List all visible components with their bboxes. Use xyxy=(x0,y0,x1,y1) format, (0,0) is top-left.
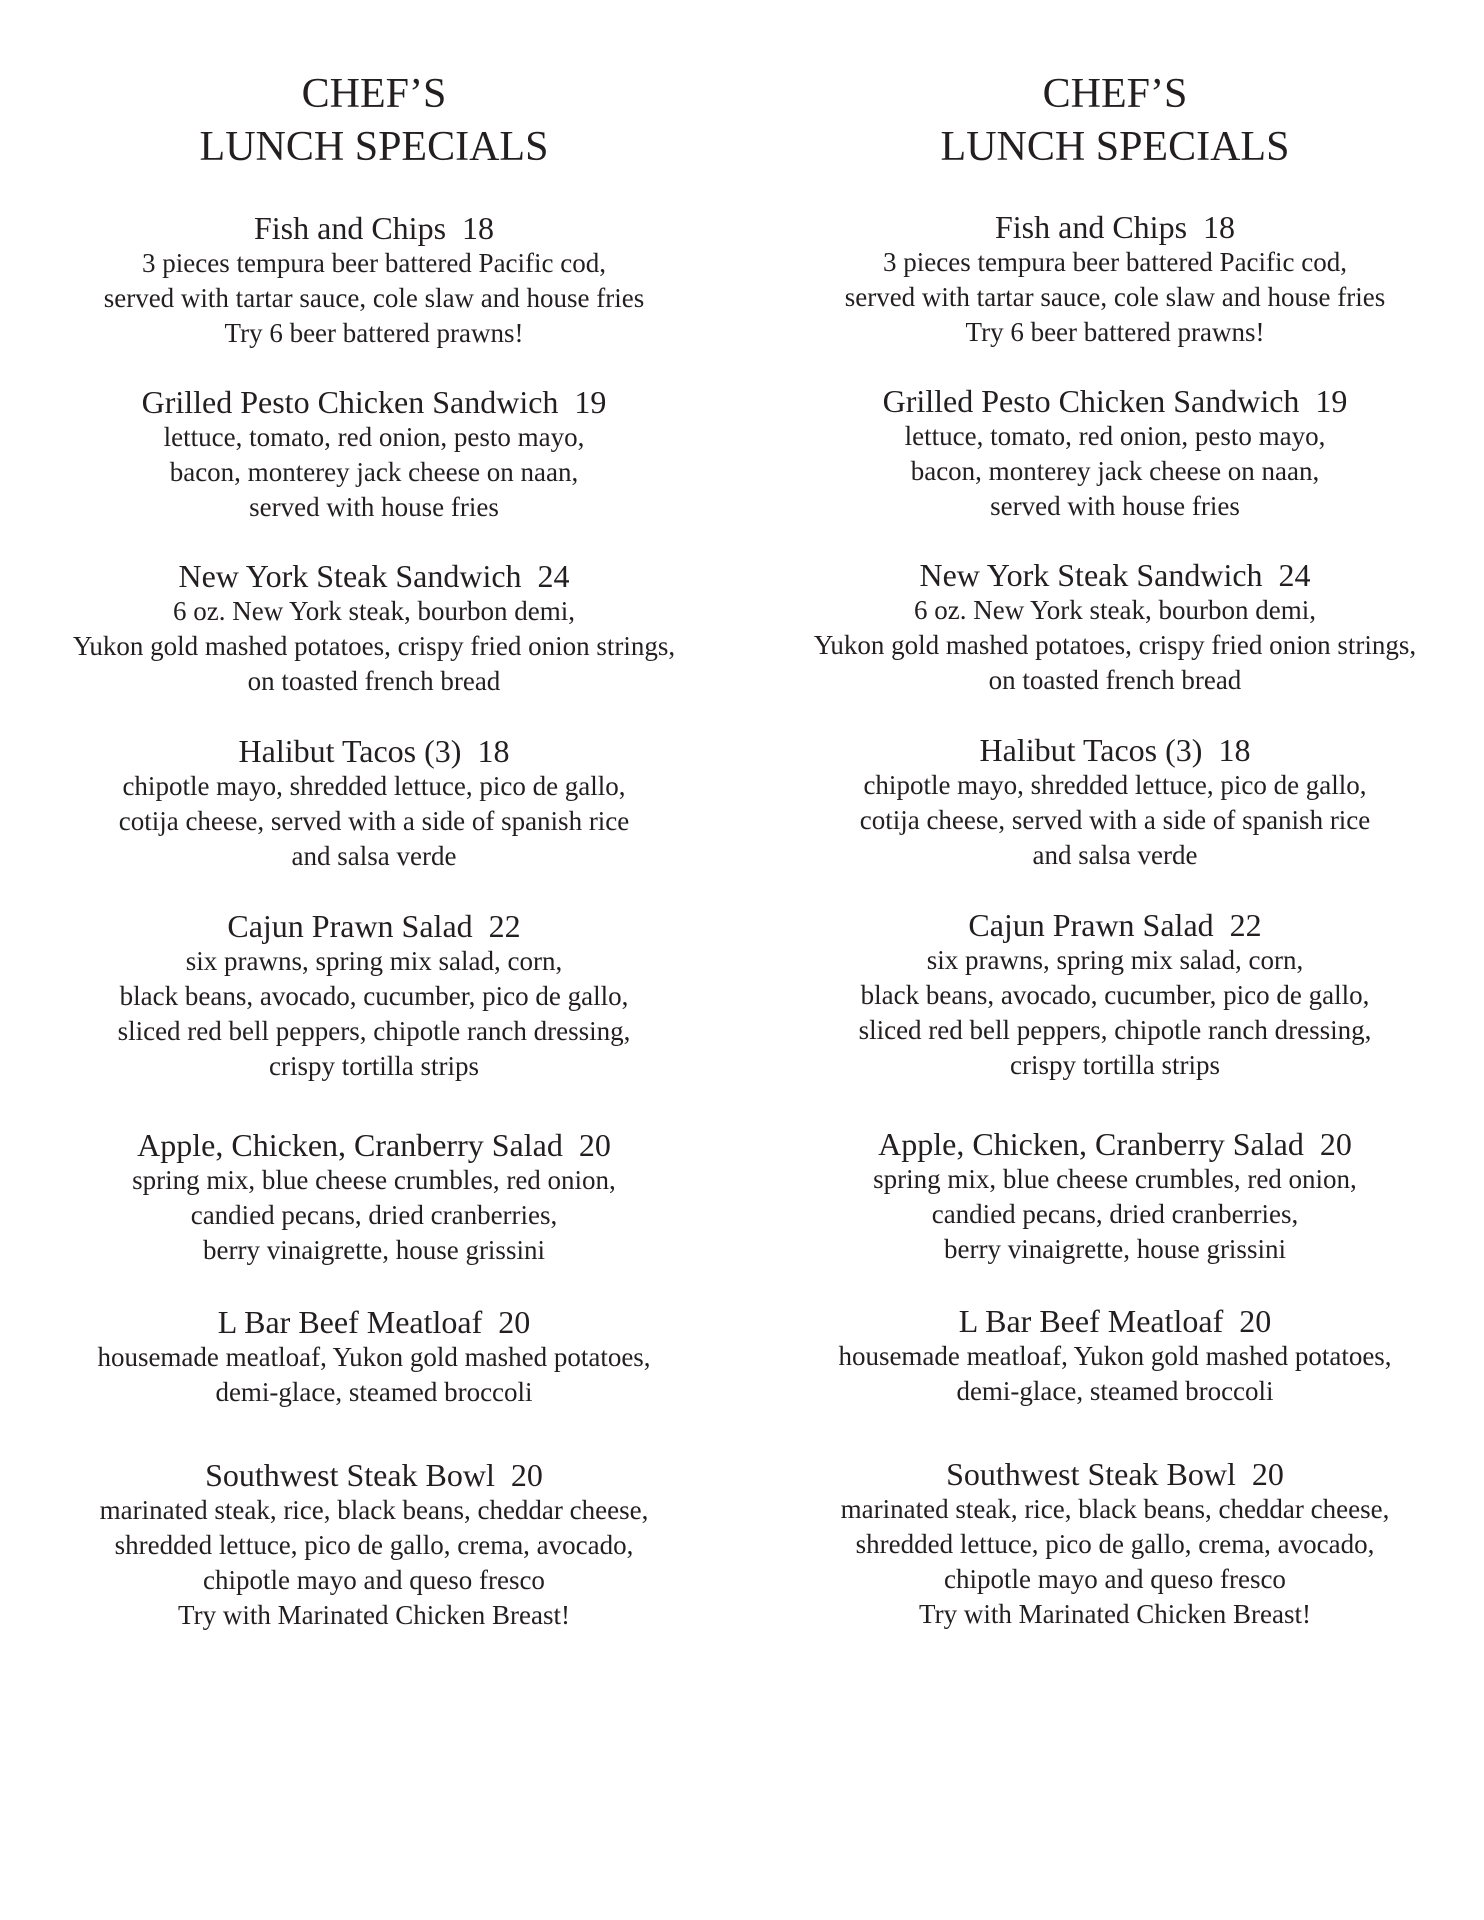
menu-item-description-line: lettuce, tomato, red onion, pesto mayo, xyxy=(163,422,585,452)
menu-item-grilled-pesto-chicken-sandwich xyxy=(744,383,1484,524)
menu-item-description-line: on toasted french bread xyxy=(247,666,501,696)
menu-item-description-line: on toasted french bread xyxy=(988,665,1242,695)
menu-item-description-line: served with tartar sauce, cole slaw and house fries xyxy=(103,283,645,313)
menu-item-name: New York Steak Sandwich 24 xyxy=(919,557,1311,593)
menu-item-description-line: served with house fries xyxy=(990,491,1240,521)
menu-item-description-line: marinated steak, rice, black beans, cheddar cheese, xyxy=(840,1494,1390,1524)
menu-item-description-line: marinated steak, rice, black beans, cheddar cheese, xyxy=(99,1495,649,1525)
menu-item-l-bar-beef-meatloaf xyxy=(3,1304,745,1410)
menu-item-description-line: Try 6 beer battered prawns! xyxy=(965,317,1265,347)
menu-item-description-line: housemade meatloaf, Yukon gold mashed potatoes, xyxy=(97,1342,651,1372)
menu-item-description-line: black beans, avocado, cucumber, pico de gallo, xyxy=(119,981,629,1011)
menu-item-description-line: housemade meatloaf, Yukon gold mashed potatoes, xyxy=(838,1341,1392,1371)
menu-item-description-line: shredded lettuce, pico de gallo, crema, avocado, xyxy=(114,1530,634,1560)
menu-item-southwest-steak-bowl xyxy=(3,1457,745,1633)
menu-title-line1: CHEF’S xyxy=(1042,71,1188,117)
menu-item-new-york-steak-sandwich xyxy=(744,557,1484,698)
menu-item-description-line: chipotle mayo, shredded lettuce, pico de gallo, xyxy=(863,770,1367,800)
menu-item-description-line: demi-glace, steamed broccoli xyxy=(956,1376,1274,1406)
menu-item-name: Cajun Prawn Salad 22 xyxy=(968,907,1262,943)
menu-item-cajun-prawn-salad xyxy=(3,908,745,1084)
menu-item-fish-and-chips xyxy=(744,209,1484,350)
menu-item-description-line: candied pecans, dried cranberries, xyxy=(190,1200,558,1230)
menu-item-apple-chicken-cranberry-salad xyxy=(744,1126,1484,1267)
menu-item-description-line: and salsa verde xyxy=(291,841,457,871)
menu-item-description-line: Try with Marinated Chicken Breast! xyxy=(178,1600,570,1630)
menu-item-name: Apple, Chicken, Cranberry Salad 20 xyxy=(137,1127,611,1163)
menu-item-name: Southwest Steak Bowl 20 xyxy=(946,1456,1284,1492)
menu-item-cajun-prawn-salad xyxy=(744,907,1484,1083)
menu-item-new-york-steak-sandwich xyxy=(3,558,745,699)
menu-item-description-line: shredded lettuce, pico de gallo, crema, avocado, xyxy=(855,1529,1375,1559)
menu-column-right xyxy=(744,68,1484,1629)
menu-item-grilled-pesto-chicken-sandwich xyxy=(3,384,745,525)
menu-item-description-line: demi-glace, steamed broccoli xyxy=(215,1377,533,1407)
menu-item-apple-chicken-cranberry-salad xyxy=(3,1127,745,1268)
menu-item-description-line: crispy tortilla strips xyxy=(269,1051,479,1081)
menu-item-description-line: 6 oz. New York steak, bourbon demi, xyxy=(173,596,575,626)
menu-item-description-line: Try with Marinated Chicken Breast! xyxy=(919,1599,1311,1629)
menu-item-name: New York Steak Sandwich 24 xyxy=(178,558,570,594)
menu-item-description-line: sliced red bell peppers, chipotle ranch dressing, xyxy=(858,1015,1372,1045)
menu-item-name: L Bar Beef Meatloaf 20 xyxy=(217,1304,531,1340)
menu-title-line1: CHEF’S xyxy=(301,71,447,117)
menu-item-description-line: Yukon gold mashed potatoes, crispy fried onion strings, xyxy=(813,630,1417,660)
menu-title xyxy=(3,68,745,174)
menu-item-description-line: cotija cheese, served with a side of spanish rice xyxy=(859,805,1371,835)
menu-item-halibut-tacos xyxy=(3,733,745,874)
menu-item-description-line: sliced red bell peppers, chipotle ranch dressing, xyxy=(117,1016,631,1046)
menu-item-description-line: Yukon gold mashed potatoes, crispy fried onion strings, xyxy=(72,631,676,661)
menu-item-description-line: chipotle mayo and queso fresco xyxy=(944,1564,1286,1594)
menu-title xyxy=(744,68,1484,174)
menu-item-name: L Bar Beef Meatloaf 20 xyxy=(958,1303,1272,1339)
menu-item-description-line: bacon, monterey jack cheese on naan, xyxy=(169,457,579,487)
menu-item-name: Apple, Chicken, Cranberry Salad 20 xyxy=(878,1126,1352,1162)
menu-item-name: Halibut Tacos (3) 18 xyxy=(979,732,1251,768)
menu-item-description-line: 6 oz. New York steak, bourbon demi, xyxy=(914,595,1316,625)
menu-item-description-line: berry vinaigrette, house grissini xyxy=(944,1234,1286,1264)
menu-item-name: Grilled Pesto Chicken Sandwich 19 xyxy=(882,383,1348,419)
menu-item-description-line: six prawns, spring mix salad, corn, xyxy=(185,946,563,976)
menu-item-description-line: bacon, monterey jack cheese on naan, xyxy=(910,456,1320,486)
menu-item-description-line: served with house fries xyxy=(249,492,499,522)
menu-item-description-line: six prawns, spring mix salad, corn, xyxy=(926,945,1304,975)
menu-item-description-line: berry vinaigrette, house grissini xyxy=(203,1235,545,1265)
menu-item-description-line: spring mix, blue cheese crumbles, red onion, xyxy=(132,1165,616,1195)
menu-item-description-line: black beans, avocado, cucumber, pico de gallo, xyxy=(860,980,1370,1010)
menu-item-description-line: crispy tortilla strips xyxy=(1010,1050,1220,1080)
menu-title-line2: LUNCH SPECIALS xyxy=(940,124,1290,170)
menu-item-southwest-steak-bowl xyxy=(744,1456,1484,1632)
menu-item-description-line: chipotle mayo, shredded lettuce, pico de gallo, xyxy=(122,771,626,801)
menu-item-l-bar-beef-meatloaf xyxy=(744,1303,1484,1409)
menu-item-name: Southwest Steak Bowl 20 xyxy=(205,1457,543,1493)
menu-item-name: Grilled Pesto Chicken Sandwich 19 xyxy=(141,384,607,420)
menu-item-description-line: Try 6 beer battered prawns! xyxy=(224,318,524,348)
menu-item-name: Fish and Chips 18 xyxy=(994,209,1236,245)
menu-item-description-line: 3 pieces tempura beer battered Pacific cod, xyxy=(141,248,607,278)
menu-item-halibut-tacos xyxy=(744,732,1484,873)
menu-column-left xyxy=(3,68,745,1630)
menu-item-description-line: served with tartar sauce, cole slaw and house fries xyxy=(844,282,1386,312)
menu-item-description-line: cotija cheese, served with a side of spanish rice xyxy=(118,806,630,836)
menu-item-description-line: lettuce, tomato, red onion, pesto mayo, xyxy=(904,421,1326,451)
menu-item-description-line: spring mix, blue cheese crumbles, red onion, xyxy=(873,1164,1357,1194)
menu-item-name: Cajun Prawn Salad 22 xyxy=(227,908,521,944)
menu-item-name: Fish and Chips 18 xyxy=(253,210,495,246)
menu-item-description-line: chipotle mayo and queso fresco xyxy=(203,1565,545,1595)
menu-item-description-line: and salsa verde xyxy=(1032,840,1198,870)
menu-item-description-line: candied pecans, dried cranberries, xyxy=(931,1199,1299,1229)
menu-item-fish-and-chips xyxy=(3,210,745,351)
menu-item-name: Halibut Tacos (3) 18 xyxy=(238,733,510,769)
menu-item-description-line: 3 pieces tempura beer battered Pacific cod, xyxy=(882,247,1348,277)
menu-title-line2: LUNCH SPECIALS xyxy=(199,124,549,170)
